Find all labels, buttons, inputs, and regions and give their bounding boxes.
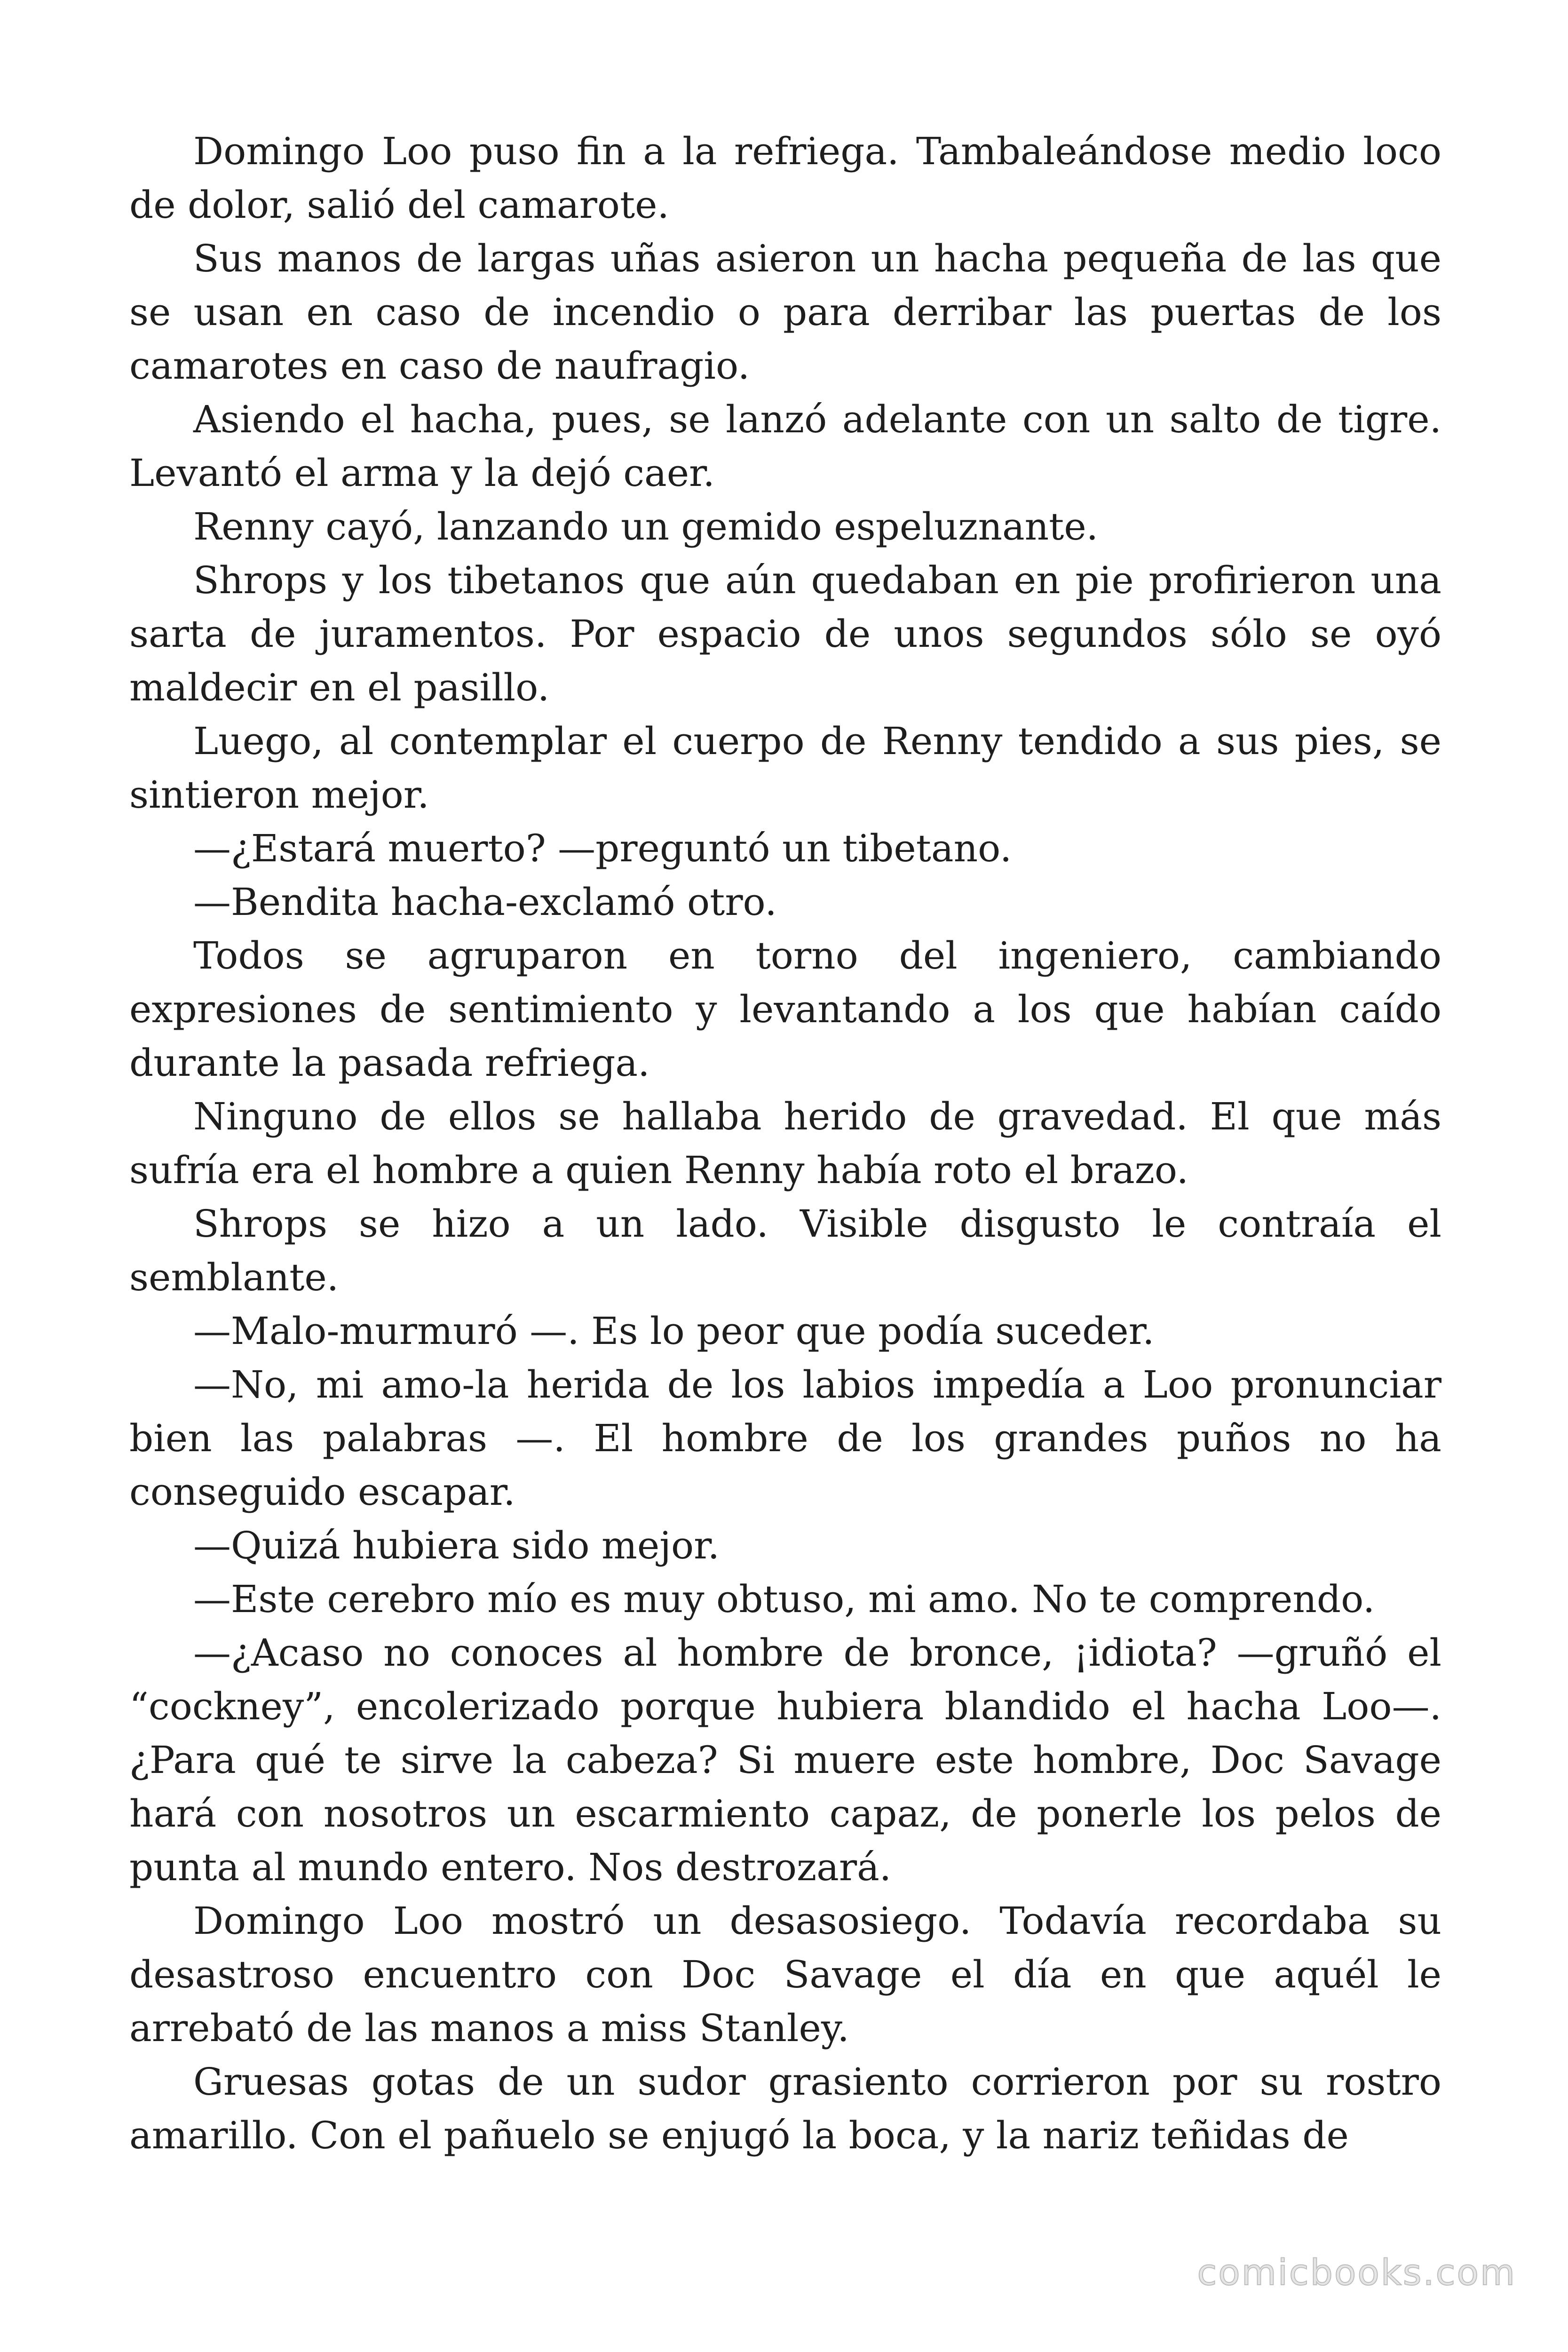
paragraph: Asiendo el hacha, pues, se lanzó adelante con un salto de tigre. Levantó el arma y la dejó caer.	[129, 397, 1441, 495]
paragraph: Todos se agruparon en torno del ingeniero, cambiando expresiones de sentimiento y levantando a los que habían caído durante la pasada refriega.	[129, 934, 1441, 1085]
paragraph: —Bendita hacha-exclamó otro.	[193, 880, 777, 924]
watermark: comicbooks.com	[1197, 2251, 1516, 2293]
paragraph: Shrops se hizo a un lado. Visible disgusto le contraía el semblante.	[129, 1202, 1441, 1299]
paragraph: Renny cayó, lanzando un gemido espeluznante.	[193, 505, 1099, 548]
paragraph: —Este cerebro mío es muy obtuso, mi amo. No te comprendo.	[193, 1577, 1375, 1621]
paragraph: Luego, al contemplar el cuerpo de Renny tendido a sus pies, se sintieron mejor.	[129, 719, 1441, 817]
paragraph: —No, mi amo-la herida de los labios impedía a Loo pronunciar bien las palabras —. El hombre de los grandes puños no ha conseguido escapar.	[129, 1363, 1441, 1514]
paragraph: Sus manos de largas uñas asieron un hacha pequeña de las que se usan en caso de incendio o para derribar las puertas de los camarotes en caso de naufragio.	[129, 237, 1441, 388]
paragraph: Ninguno de ellos se hallaba herido de gravedad. El que más sufría era el hombre a quien Renny había roto el brazo.	[129, 1095, 1441, 1192]
paragraph: —Malo-murmuró —. Es lo peor que podía suceder.	[193, 1309, 1155, 1353]
body-text	[129, 125, 1441, 2162]
paragraph: Gruesas gotas de un sudor grasiento corrieron por su rostro amarillo. Con el pañuelo se enjugó la boca, y la nariz teñidas de	[129, 2060, 1441, 2157]
paragraph: Shrops y los tibetanos que aún quedaban en pie profirieron una sarta de juramentos. Por espacio de unos segundos sólo se oyó maldecir en el pasillo.	[129, 558, 1441, 709]
paragraph: —Quizá hubiera sido mejor.	[193, 1524, 720, 1567]
paragraph: Domingo Loo puso fin a la refriega. Tambaleándose medio loco de dolor, salió del camarote.	[129, 129, 1441, 227]
paragraph: Domingo Loo mostró un desasosiego. Todavía recordaba su desastroso encuentro con Doc Savage el día en que aquél le arrebató de las manos a miss Stanley.	[129, 1899, 1441, 2050]
paragraph: —¿Estará muerto? —preguntó un tibetano.	[193, 826, 1012, 870]
paragraph: —¿Acaso no conoces al hombre de bronce, ¡idiota? —gruñó el “cockney”, encolerizado porque hubiera blandido el hacha Loo—. ¿Para qué te sirve la cabeza? Si muere este hombre, Doc Savage hará con nosotros un escarmiento capaz, de ponerle los pelos de punta al mundo entero. Nos destrozará.	[129, 1631, 1441, 1889]
